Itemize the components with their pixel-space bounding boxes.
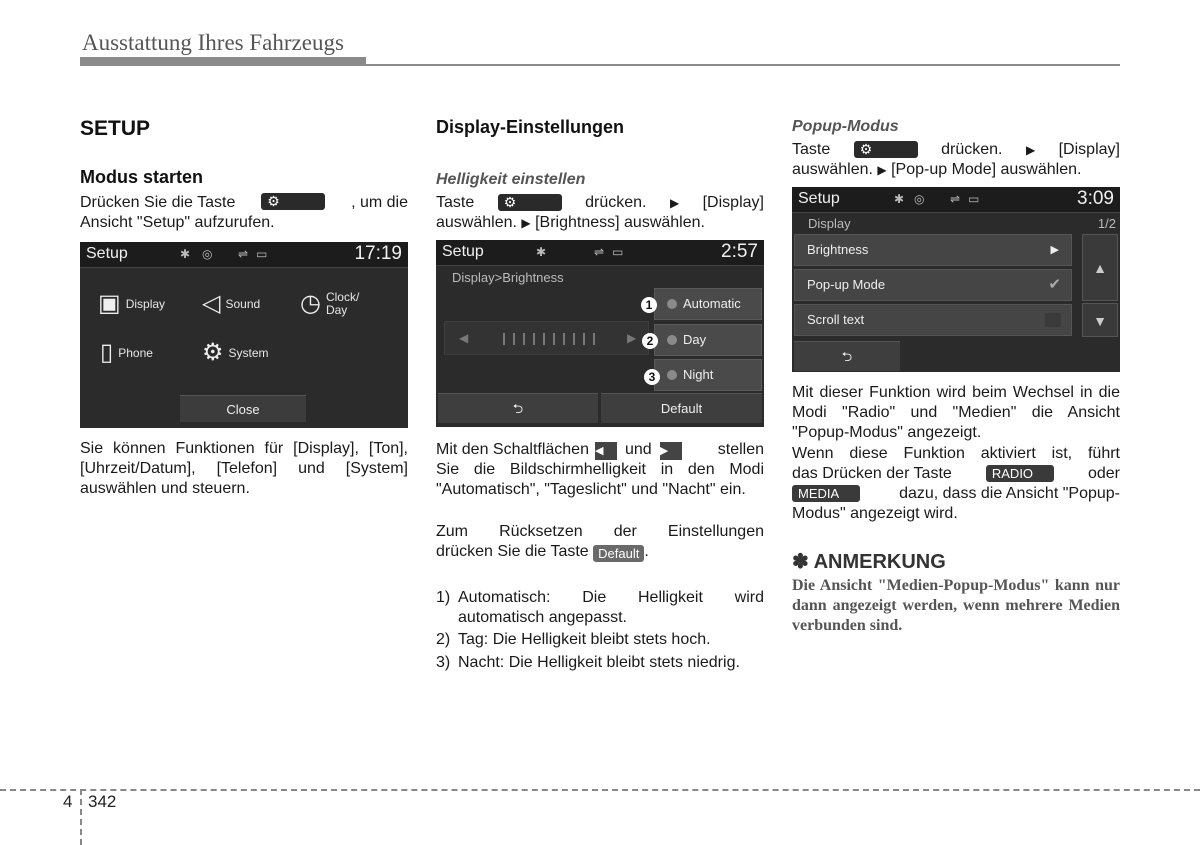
arrow-right-icon: ▶ <box>521 216 531 230</box>
screen-title: Setup <box>86 245 128 262</box>
brightness-slider[interactable] <box>444 321 649 355</box>
setup-screen <box>80 242 408 428</box>
setup-key-icon: ⚙ <box>261 193 325 210</box>
battery-icon: ▭ <box>968 192 980 206</box>
back-button[interactable] <box>794 341 900 371</box>
checkbox-icon <box>1045 313 1061 327</box>
section-label: Display <box>808 216 851 231</box>
back-arrow-icon: ⮌ <box>841 349 853 364</box>
screen-status-bar <box>436 240 764 266</box>
screen-time: 2:57 <box>721 241 758 262</box>
display-gear-icon: ▣ <box>98 290 121 317</box>
scroll-up-button[interactable] <box>1082 234 1118 301</box>
section-title: Display-Einstellungen <box>436 117 625 137</box>
setup-item-system[interactable]: ⚙ System <box>202 339 269 366</box>
brightness-screen <box>436 240 764 427</box>
arrow-down-icon: ▼ <box>1093 313 1107 329</box>
arrow-up-icon: ▲ <box>1093 260 1107 276</box>
popup-description: Mit dieser Funktion wird beim Wechsel in die Modi "Radio" und "Medien" die Ansicht "Popup-Modus" angezeigt. <box>792 384 1120 441</box>
close-button[interactable]: Close <box>180 395 306 422</box>
section-subtitle: Helligkeit einstellen <box>436 171 586 188</box>
intro-line-2: Ansicht "Setup" aufzurufen. <box>80 214 275 231</box>
para2-line-2: das Drücken der Taste RADIO oder <box>792 465 1120 482</box>
usb-icon: ⇌ <box>238 247 249 261</box>
right-arrow-key-icon: ▶ <box>660 442 682 460</box>
chapter-number: 4 <box>63 792 73 811</box>
setup-item-display[interactable]: ▣ Display <box>98 290 166 317</box>
left-arrow-key-icon: ◀ <box>595 442 617 460</box>
battery-icon: ▭ <box>256 247 268 261</box>
row-popup-mode[interactable]: Pop-up Mode ✔ <box>794 269 1072 301</box>
note-body: Die Ansicht "Medien-Popup-Modus" kann nur dann angezeigt werden, wenn mehrere Medien verbunden sind. <box>792 577 1120 634</box>
scroll-down-button[interactable] <box>1082 303 1118 337</box>
setup-item-phone[interactable]: ▯ Phone <box>100 339 153 366</box>
footer-divider <box>80 789 82 845</box>
callout-3: 3 <box>644 369 660 385</box>
back-arrow-icon: ⮌ <box>512 401 524 416</box>
running-header: Ausstattung Ihres Fahrzeugs <box>82 30 344 55</box>
list-item: 1) Automatisch: Die Helligkeit wird automatisch angepasst. <box>436 589 764 626</box>
arrow-right-icon: ▶ <box>877 163 887 177</box>
section-subtitle: Popup-Modus <box>792 118 899 135</box>
setup-key-icon: ⚙ <box>498 194 562 211</box>
media-key: MEDIA <box>792 485 860 502</box>
decrease-icon[interactable]: ◀ <box>459 331 469 345</box>
radio-dot-icon <box>667 370 677 380</box>
usb-icon: ⇌ <box>594 245 605 259</box>
screen-status-bar <box>792 187 1120 213</box>
para2-line-4: Modus" angezeigt wird. <box>792 505 958 522</box>
intro-line-1: Drücken Sie die Taste ⚙ , um die <box>80 193 408 211</box>
callout-1: 1 <box>641 297 657 313</box>
instruction-line-2: auswählen. ▶ [Pop-up Mode] auswählen. <box>792 161 1082 178</box>
instruction-line-1: Taste ⚙ drücken. ▶ [Display] <box>792 141 1120 158</box>
breadcrumb: Display>Brightness <box>452 270 564 285</box>
screen-title: Setup <box>442 243 484 260</box>
callout-2: 2 <box>642 333 658 349</box>
radio-dot-icon <box>667 335 677 345</box>
disc-icon: ◎ <box>202 247 213 261</box>
arrow-right-icon: ▶ <box>1025 143 1036 157</box>
section-subtitle: Modus starten <box>80 167 204 187</box>
battery-icon: ▭ <box>612 245 624 259</box>
para2-line-1: Zum Rücksetzen der Einstellungen <box>436 523 764 540</box>
clock-icon: ◷ <box>300 290 321 317</box>
setup-key-icon: ⚙ <box>854 141 918 158</box>
default-button[interactable]: Default <box>601 393 762 423</box>
option-day-button[interactable]: Day <box>654 324 762 356</box>
para1-line-1: Mit den Schaltflächen ◀ und ▶ stellen <box>436 441 764 458</box>
option-night-button[interactable]: Night <box>654 359 762 391</box>
default-key: Default <box>593 545 644 562</box>
back-button[interactable] <box>438 393 598 423</box>
note-title: ✽ ANMERKUNG <box>792 551 946 573</box>
arrow-right-icon: ▶ <box>669 196 680 210</box>
para2-line-1: Wenn diese Funktion aktiviert ist, führt <box>792 445 1120 462</box>
radio-dot-icon <box>667 299 677 309</box>
row-scroll-text[interactable]: Scroll text <box>794 304 1072 336</box>
bluetooth-icon: ✱ <box>180 247 191 261</box>
phone-icon: ▯ <box>100 339 114 366</box>
section-title: SETUP <box>80 117 151 140</box>
instruction-line-2: auswählen. ▶ [Brightness] auswählen. <box>436 214 705 231</box>
list-item: 3) Nacht: Die Helligkeit bleibt stets niedrig. <box>436 654 740 671</box>
setup-item-sound[interactable]: ◁ Sound <box>202 290 261 317</box>
row-brightness[interactable]: Brightness ▶ <box>794 234 1072 266</box>
arrow-right-icon: ▶ <box>1050 244 1059 256</box>
increase-icon[interactable]: ▶ <box>627 331 637 345</box>
list-item: 2) Tag: Die Helligkeit bleibt stets hoch. <box>436 631 711 648</box>
speaker-icon: ◁ <box>202 290 221 317</box>
para2-line-2: drücken Sie die Taste Default . <box>436 543 649 561</box>
folder-gear-icon: ⚙ <box>202 339 224 366</box>
option-automatic-button[interactable]: Automatic <box>654 288 762 320</box>
usb-icon: ⇌ <box>950 192 961 206</box>
page-number: 342 <box>88 792 117 811</box>
page-indicator: 1/2 <box>1097 216 1116 231</box>
screen-status-bar <box>80 242 408 268</box>
footer-rule <box>0 789 1200 791</box>
checkmark-icon: ✔ <box>1048 276 1061 293</box>
screen-title: Setup <box>798 190 840 207</box>
para2-line-3: MEDIA dazu, dass die Ansicht "Popup- <box>792 484 1120 504</box>
bluetooth-icon: ✱ <box>894 192 905 206</box>
screen-time: 17:19 <box>354 243 402 264</box>
screen-time: 3:09 <box>1077 188 1114 209</box>
radio-key: RADIO <box>986 465 1054 482</box>
setup-item-clock[interactable]: ◷ Clock/ Day <box>300 290 360 317</box>
header-rule <box>80 64 1120 66</box>
instruction-line-1: Taste ⚙ drücken. ▶ [Display] <box>436 194 764 211</box>
disc-icon: ◎ <box>914 192 925 206</box>
popup-mode-screen <box>792 187 1120 372</box>
para1-rest: Sie die Bildschirmhelligkeit in den Modi "Automatisch", "Tageslicht" und "Nacht" ein. <box>436 461 764 498</box>
bluetooth-icon: ✱ <box>536 245 547 259</box>
setup-description: Sie können Funktionen für [Display], [Ton], [Uhrzeit/Datum], [Telefon] und [System] auswählen und steuern. <box>80 440 408 497</box>
